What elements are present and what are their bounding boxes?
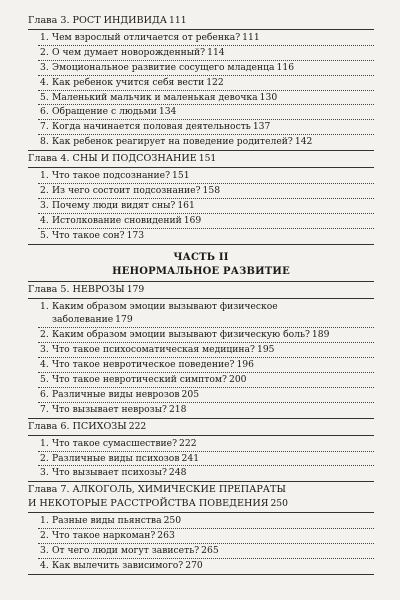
page-number: 263 xyxy=(157,530,175,542)
entry-number: 3. xyxy=(40,344,49,356)
entry-number: 4. xyxy=(40,76,49,88)
divider xyxy=(28,418,374,419)
divider xyxy=(28,574,374,575)
entry-title: Что такое невротический симптом? xyxy=(52,374,227,386)
entry-number: 4. xyxy=(40,214,49,226)
entry-title: От чего люди могут зависеть? xyxy=(52,545,200,556)
toc-entry xyxy=(28,544,374,558)
chapter-title: Глава 3. РОСТ ИНДИВИДА xyxy=(28,15,168,26)
toc-entry xyxy=(28,300,374,314)
entry-title: Каким образом эмоции вызывают физическую боль? xyxy=(52,329,310,341)
page-number: 111 xyxy=(169,15,187,26)
entry-title: Что такое сон? xyxy=(52,229,125,241)
page-number: 142 xyxy=(294,136,313,148)
toc-entry xyxy=(28,229,374,243)
entry-title: Различные виды психозов xyxy=(52,452,180,464)
toc-entry xyxy=(28,452,374,466)
toc-entry xyxy=(28,46,374,60)
page-number: 189 xyxy=(311,329,330,341)
entry-title: Каким образом эмоции вызывают физическое xyxy=(52,300,278,312)
toc-entry xyxy=(28,76,374,90)
toc-entry xyxy=(28,358,374,372)
part-title: НЕНОРМАЛЬНОЕ РАЗВИТИЕ xyxy=(112,265,290,277)
entry-number: 5. xyxy=(40,229,49,241)
entry-number: 8. xyxy=(40,136,49,148)
entry-title: Как ребенок учится себя вести xyxy=(52,76,205,88)
entry-number: 2. xyxy=(40,46,49,58)
entry-number: 3. xyxy=(40,61,49,73)
toc-entry xyxy=(28,91,374,105)
page-number: 114 xyxy=(207,46,225,58)
entry-title: Что вызывает психозы? xyxy=(52,467,167,479)
chapter-title: Глава 6. ПСИХОЗЫ xyxy=(28,420,127,432)
page-number: 248 xyxy=(168,467,187,479)
chapter-7-heading-line-2 xyxy=(28,497,374,511)
entry-title: Что такое невротическое поведение? xyxy=(52,359,235,371)
entry-title: Как ребенок реагирует на поведение родителей? xyxy=(52,136,293,148)
page-number: 130 xyxy=(259,91,278,103)
entry-number: 2. xyxy=(40,184,49,196)
entry-number: 7. xyxy=(40,121,49,133)
page-number: 205 xyxy=(181,388,200,400)
toc-entry-continued xyxy=(28,313,374,327)
entry-number: 6. xyxy=(40,106,49,118)
entry-title: Разные виды пьянства xyxy=(52,515,162,527)
entry-title-continued: заболевание xyxy=(52,314,114,326)
entry-title: Как вылечить зависимого? xyxy=(52,559,184,571)
entry-number: 4. xyxy=(40,359,49,371)
entry-title: Маленький мальчик и маленькая девочка xyxy=(52,91,258,103)
page-number: 158 xyxy=(202,184,221,196)
page-number: 250 xyxy=(270,498,288,510)
page-number: 111 xyxy=(242,31,260,43)
toc-entry xyxy=(28,373,374,387)
entry-title: Что такое сумасшествие? xyxy=(52,437,178,449)
toc-entry xyxy=(28,529,374,543)
toc-entry xyxy=(28,214,374,228)
divider xyxy=(28,298,374,299)
entry-number: 1. xyxy=(40,437,49,449)
toc-entry xyxy=(28,328,374,342)
divider xyxy=(28,481,374,482)
page-number: 265 xyxy=(201,545,219,556)
toc-entry xyxy=(28,120,374,134)
entry-number: 5. xyxy=(40,374,49,386)
page-number: 196 xyxy=(236,359,254,371)
chapter-title-continued: И НЕКОТОРЫЕ РАССТРОЙСТВА ПОВЕДЕНИЯ xyxy=(28,498,269,510)
entry-number: 2. xyxy=(40,452,49,464)
entry-title: Почему люди видят сны? xyxy=(52,199,176,211)
entry-number: 5. xyxy=(40,91,49,103)
divider xyxy=(28,29,374,30)
toc-entry xyxy=(28,343,374,357)
entry-number: 3. xyxy=(40,467,49,479)
page-number: 250 xyxy=(163,515,182,527)
divider xyxy=(28,512,374,513)
page-number: 222 xyxy=(128,420,147,432)
chapter-7-heading-line-1 xyxy=(28,483,374,497)
entry-number: 1. xyxy=(40,515,49,527)
page-number: 151 xyxy=(172,170,190,182)
toc-entry xyxy=(28,559,374,573)
entry-number: 3. xyxy=(40,545,49,556)
toc-entry xyxy=(28,514,374,528)
toc-entry xyxy=(28,61,374,75)
toc-entry xyxy=(28,403,374,417)
chapter-title: Глава 4. СНЫ И ПОДСОЗНАНИЕ xyxy=(28,153,197,165)
entry-title: Истолкование сновидений xyxy=(52,214,182,226)
page-number: 200 xyxy=(228,374,247,386)
toc-entry xyxy=(28,184,374,198)
chapter-3-heading xyxy=(28,14,374,28)
page-number: 116 xyxy=(276,61,295,73)
entry-number: 7. xyxy=(40,403,49,415)
entry-title: Эмоциональное развитие сосущего младенца xyxy=(52,61,275,73)
page-number: 270 xyxy=(185,559,203,571)
chapter-title: Глава 7. АЛКОГОЛЬ, ХИМИЧЕСКИЕ ПРЕПАРАТЫ xyxy=(28,484,286,496)
entry-number: 4. xyxy=(40,559,49,571)
divider xyxy=(28,150,374,151)
page-number: 161 xyxy=(177,199,195,211)
toc-entry xyxy=(28,105,374,119)
entry-number: 2. xyxy=(40,530,49,542)
entry-number: 1. xyxy=(40,31,49,43)
entry-title: Из чего состоит подсознание? xyxy=(52,184,201,196)
toc-entry xyxy=(28,135,374,149)
entry-title: О чем думает новорожденный? xyxy=(52,46,206,58)
page-number: 122 xyxy=(206,76,224,88)
page-number: 134 xyxy=(158,106,177,118)
toc-entry xyxy=(28,437,374,451)
page-number: 173 xyxy=(126,229,145,241)
page-number: 137 xyxy=(252,121,271,133)
page-number: 222 xyxy=(179,437,197,449)
chapter-6-heading xyxy=(28,420,374,434)
chapter-title: Глава 5. НЕВРОЗЫ xyxy=(28,283,125,295)
entry-number: 1. xyxy=(40,170,49,182)
chapter-5-heading xyxy=(28,283,374,297)
page-number: 169 xyxy=(183,214,202,226)
page-number: 179 xyxy=(126,283,145,295)
page-number: 218 xyxy=(168,403,187,415)
chapter-4-heading xyxy=(28,152,374,166)
toc-entry xyxy=(28,466,374,480)
entry-title: Различные виды неврозов xyxy=(52,388,180,400)
entry-number: 2. xyxy=(40,329,49,341)
divider xyxy=(28,244,374,245)
entry-title: Чем взрослый отличается от ребенка? xyxy=(52,31,241,43)
page-number: 195 xyxy=(256,344,275,356)
entry-number: 6. xyxy=(40,388,49,400)
divider xyxy=(28,435,374,436)
toc-entry xyxy=(28,31,374,45)
divider xyxy=(28,281,374,282)
entry-title: Что такое наркоман? xyxy=(52,530,156,542)
entry-title: Когда начинается половая деятельность xyxy=(52,121,251,133)
entry-title: Обращение с людьми xyxy=(52,106,157,118)
divider xyxy=(28,167,374,168)
entry-number: 3. xyxy=(40,199,49,211)
part-label: ЧАСТЬ II xyxy=(173,251,229,263)
page-number: 151 xyxy=(198,153,217,165)
toc-entry xyxy=(28,199,374,213)
toc-entry xyxy=(28,388,374,402)
entry-number: 1. xyxy=(40,300,49,312)
entry-title: Что такое подсознание? xyxy=(52,170,171,182)
entry-title: Что такое психосоматическая медицина? xyxy=(52,344,255,356)
page-number: 179 xyxy=(115,314,133,326)
page-number: 241 xyxy=(181,452,200,464)
entry-title: Что вызывает неврозы? xyxy=(52,403,167,415)
toc-entry xyxy=(28,169,374,183)
